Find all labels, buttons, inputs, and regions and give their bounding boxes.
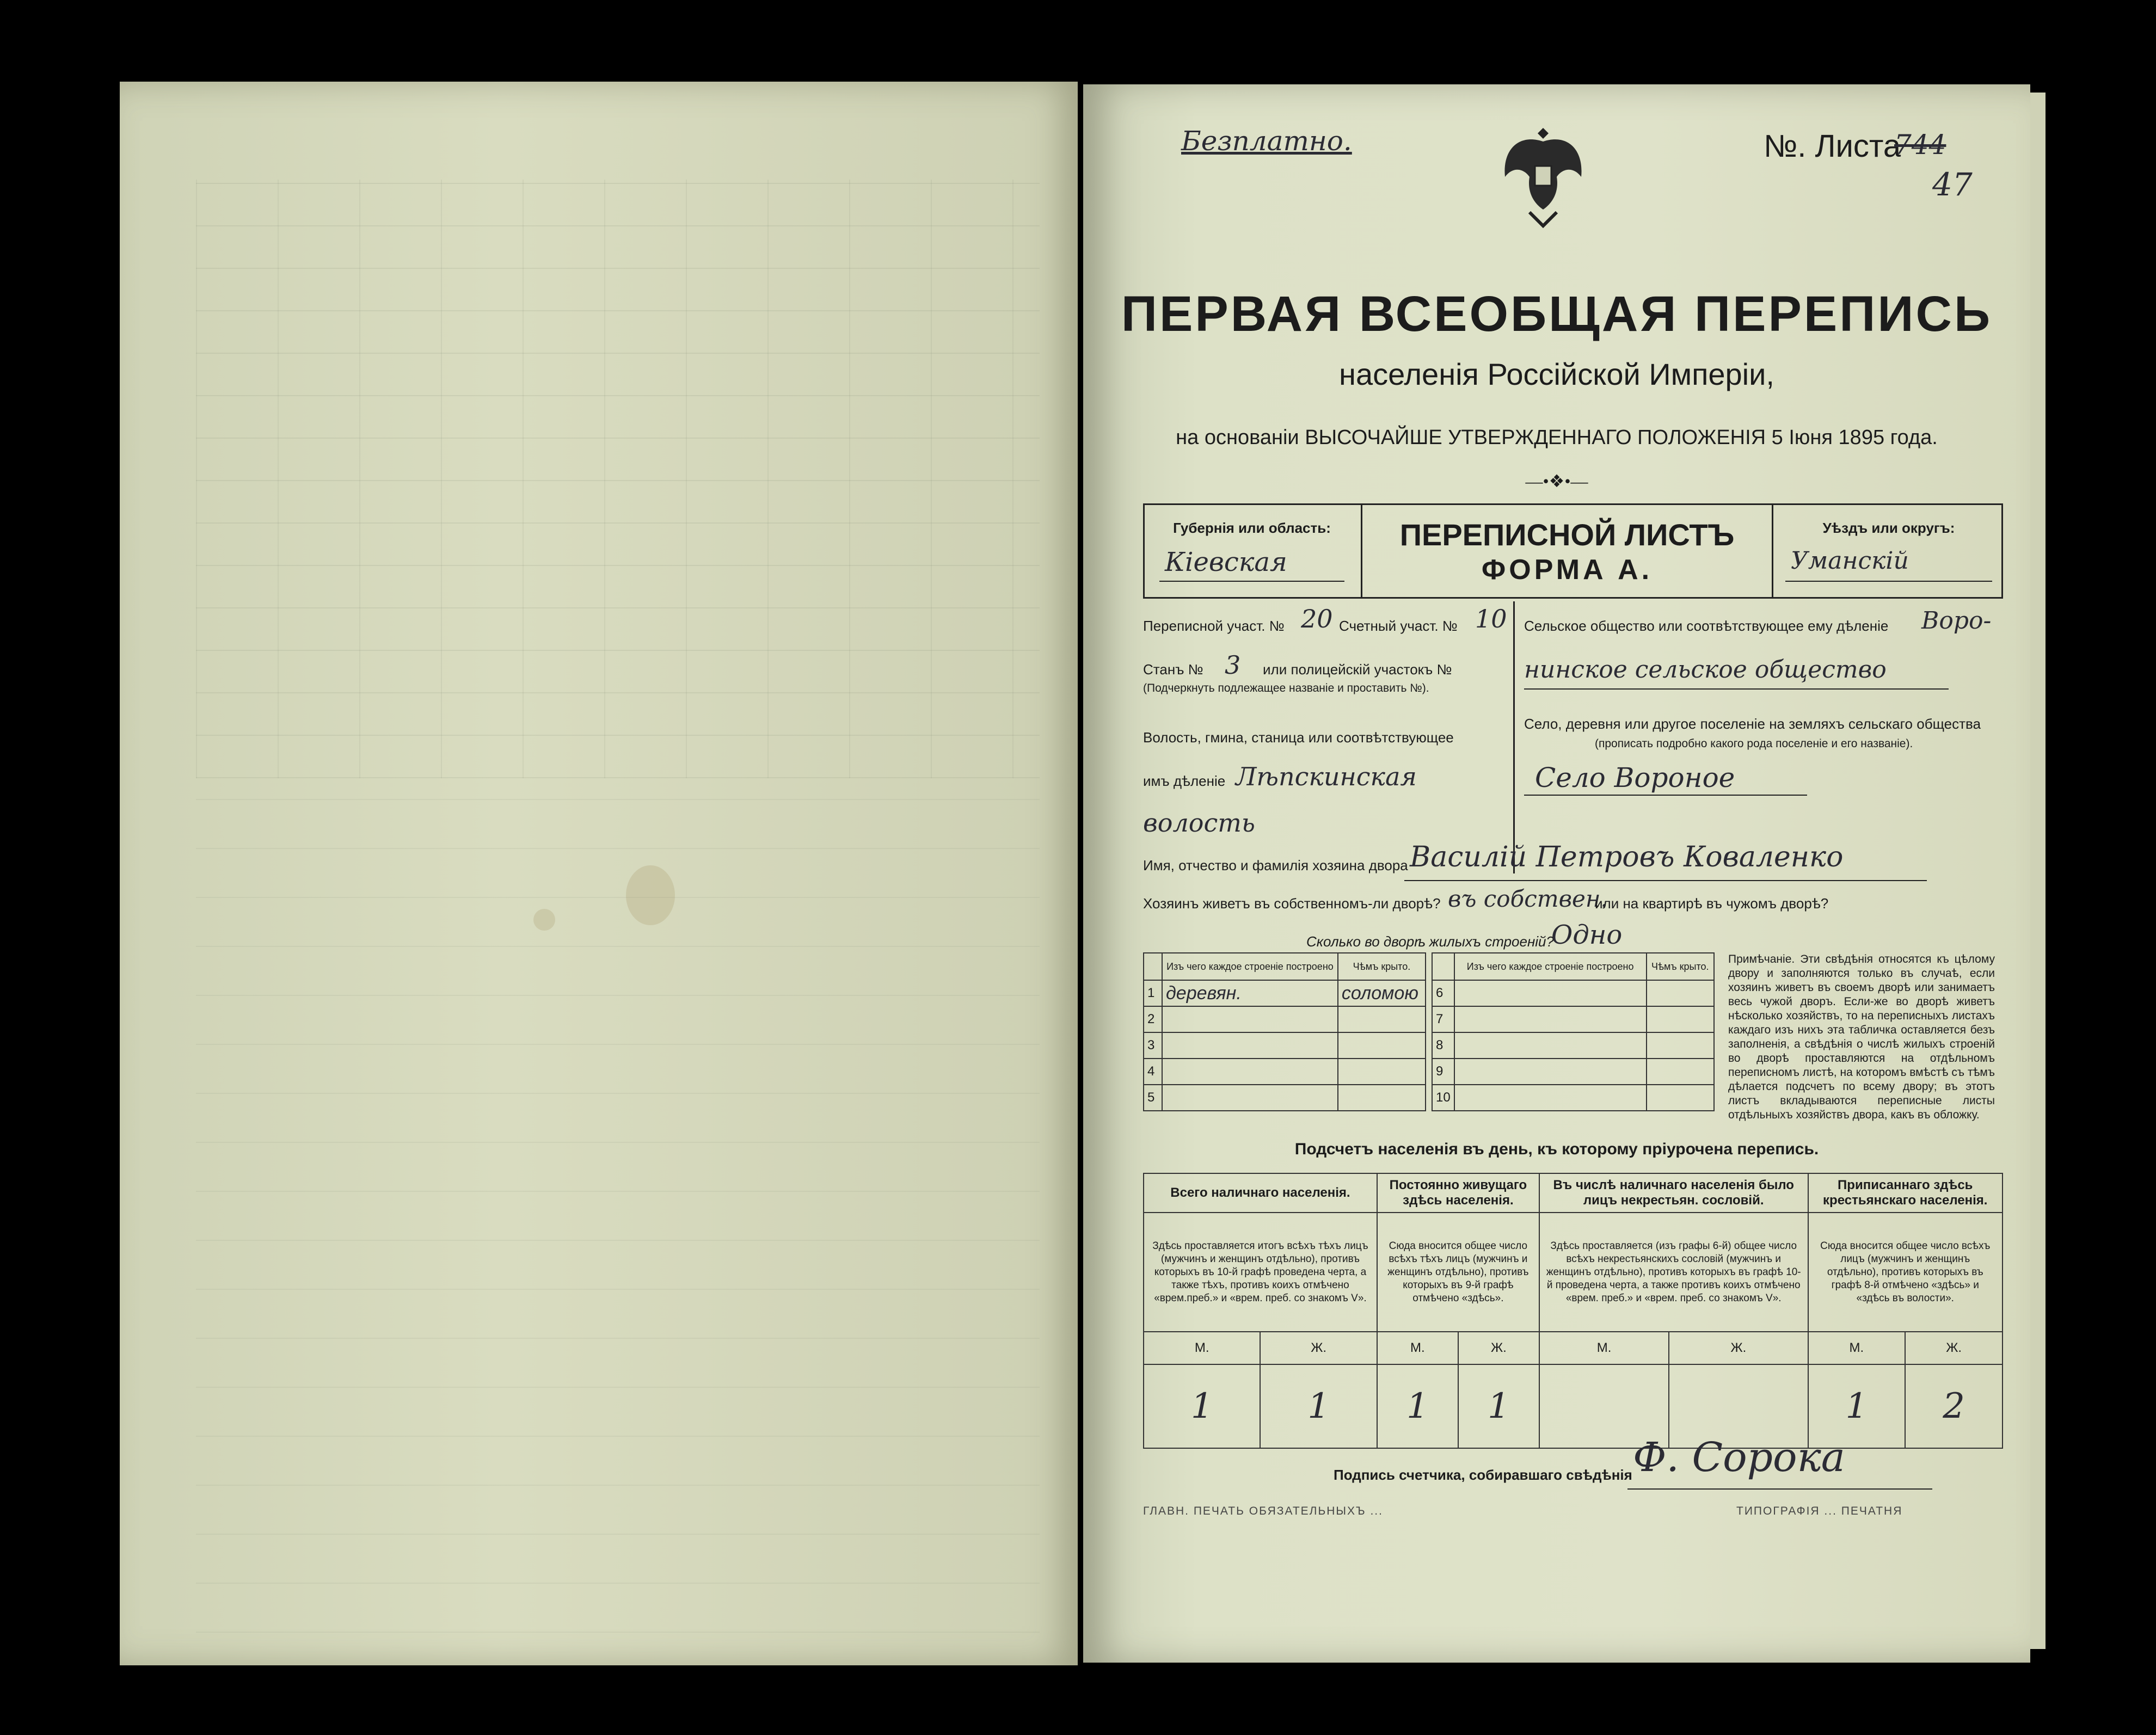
volost-label: Волость, гмина, станица или соотвѣтствующее <box>1143 729 1454 746</box>
imprint-right: ТИПОГРАФІЯ ... ПЕЧАТНЯ <box>1736 1505 1903 1517</box>
counter-signature: Ф. Сорока <box>1633 1434 1845 1481</box>
roof-cell: соломою <box>1338 980 1426 1006</box>
counting-district-value: 10 <box>1475 604 1507 633</box>
double-headed-eagle-emblem <box>1497 117 1589 231</box>
buildings-table-left <box>1143 952 1426 1111</box>
buildings-note: Примѣчаніе. Эти свѣдѣнія относятся къ цѣлому двору и заполняются только въ случаѣ, если хозяинъ живетъ въ своемъ дворѣ или занимаетъ весь чужой дворъ. Если-же во дворѣ живетъ нѣсколько хозяйствъ, то на переписныхъ листахъ каждаго изъ нихъ эта табличка оставляется безъ заполненія, а свѣдѣнія о числѣ жилыхъ строеній во дворѣ проставляются на отдѣльномъ переписномъ листѣ, на которомъ вмѣстѣ съ тѣмъ дѣлается подсчетъ по всему двору; въ этотъ листъ вкладываются переписные листы отдѣльныхъ хозяйствъ двора, какъ въ обложку. <box>1728 953 1995 1121</box>
uezd-value: Уманскій <box>1791 547 1909 575</box>
sheet-number-struck: 744 <box>1894 129 1946 161</box>
stan-label: Станъ № <box>1143 661 1203 678</box>
census-district-label: Переписной участ. № <box>1143 618 1285 634</box>
table-row: 10 <box>1432 1085 1714 1111</box>
imprint-left: ГЛАВН. ПЕЧАТЬ ОБЯЗАТЕЛЬНЫХЪ ... <box>1143 1505 1383 1517</box>
table-row: 3 <box>1144 1032 1426 1059</box>
census-district-value: 20 <box>1301 604 1333 633</box>
table-row: 1 деревян. соломою <box>1144 980 1426 1006</box>
field-line <box>1524 795 1807 796</box>
present-male: 1 <box>1144 1364 1260 1448</box>
form-subtitle: ФОРМА А. <box>1481 554 1653 586</box>
census-form-page <box>1083 84 2030 1663</box>
table-row: 4 <box>1144 1059 1426 1085</box>
permanent-female: 1 <box>1458 1364 1539 1448</box>
table-row: 2 <box>1144 1006 1426 1032</box>
col-roof: Чѣмъ крыто. <box>1338 953 1426 980</box>
col-material: Изъ чего каждое строеніе построено <box>1162 953 1338 980</box>
signature-label: Подпись счетчика, собиравшаго свѣдѣнія <box>1334 1467 1632 1483</box>
volost-label2: имъ дѣленіе <box>1143 773 1226 789</box>
society-value: Воро- <box>1921 607 1992 635</box>
police-label: или полицейскій участокъ № <box>1263 661 1452 678</box>
police-note: (Подчеркнуть подлежащее названіе и проставить №). <box>1143 682 1429 694</box>
field-line <box>1785 581 1992 582</box>
bleed-through-lines <box>196 789 1040 1633</box>
col-non-peasant-population: Въ числѣ наличнаго населенія было лицъ некрестьян. сословій. <box>1539 1173 1808 1213</box>
form-title: ПЕРЕПИСНОЙ ЛИСТЪ <box>1399 518 1735 552</box>
gubernia-value: Кіевская <box>1165 547 1287 577</box>
lives-label: Хозяинъ живетъ въ собственномъ-ли дворѣ? <box>1143 895 1441 912</box>
population-heading: Подсчетъ населенія въ день, къ которому пріурочена перепись. <box>1294 1140 1819 1158</box>
population-table: Всего наличнаго населенія. Постоянно живущаго здѣсь населенія. Въ числѣ наличнаго населенія было лицъ некрестьян. сословій. Приписаннаго здѣсь крестьянскаго населенія. Здѣсь проставляется итогъ всѣхъ тѣхъ лицъ (мужчинъ и женщинъ отдѣльно), противъ которыхъ въ 10-й графѣ проведена черта, а также тѣхъ, противъ коихъ отмѣчено «врем.преб.» и «врем. преб. со знакомъ V». Сюда вносится общее число всѣхъ тѣхъ лицъ (мужчинъ и женщинъ отдѣльно), противъ которыхъ въ 9-й графѣ отмѣчено «здѣсь». Здѣсь проставляется (изъ графы 6-й) общее число всѣхъ некрестьянскихъ сословій (мужчинъ и женщинъ отдѣльно), противъ которыхъ въ графѣ 10-й проведена черта, а также противъ коихъ отмѣчено «врем. преб.» и «врем. преб. со знакомъ V». Сюда вносится общее число всѣхъ лицъ (мужчинъ и женщинъ отдѣльно), противъ которыхъ въ графѣ 8-й отмѣчено «здѣсь» и «здѣсь въ волости». М. Ж. М. Ж. М. Ж. М. Ж. 1 1 1 1 1 2 <box>1143 1173 2003 1449</box>
left-page <box>120 82 1078 1665</box>
present-female: 1 <box>1260 1364 1377 1448</box>
col-registered-peasant-population: Приписаннаго здѣсь крестьянскаго населенія. <box>1808 1173 2003 1213</box>
buildings-label: Сколько во дворѣ жилыхъ строеній? <box>1306 933 1554 950</box>
owner-value: Василій Петровъ Коваленко <box>1410 841 1844 873</box>
uezd-label: Уѣздъ или округъ: <box>1822 520 1955 536</box>
paper-stain <box>626 865 675 925</box>
table-row: 6 <box>1432 980 1714 1006</box>
divider <box>1772 503 1773 599</box>
village-note: (прописать подробно какого рода поселеніе и его названіе). <box>1595 737 1913 750</box>
buildings-value: Одно <box>1551 920 1623 950</box>
volost-value: Лѣпскинская <box>1236 762 1417 791</box>
census-title: ПЕРВАЯ ВСЕОБЩАЯ ПЕРЕПИСЬ <box>1121 286 1993 342</box>
material-cell: деревян. <box>1162 980 1338 1006</box>
village-label: Село, деревня или другое поселеніе на земляхъ сельскаго общества <box>1524 716 1981 732</box>
lives-value: въ собствен. <box>1448 885 1608 912</box>
ornament: —•❖•— <box>1525 471 1588 491</box>
page-edges <box>2030 93 2046 1649</box>
counting-district-label: Счетный участ. № <box>1339 618 1458 634</box>
gubernia-label: Губернія или область: <box>1173 520 1331 536</box>
village-value: Село Вороное <box>1535 762 1735 793</box>
field-line <box>1404 880 1927 881</box>
buildings-table-right: Изъ чего каждое строеніе построено Чѣмъ крыто. 6 7 8 9 10 <box>1432 952 1715 1111</box>
table-row: 8 <box>1432 1032 1714 1059</box>
field-line <box>1524 688 1949 690</box>
volost-value2: волость <box>1143 808 1255 838</box>
sheet-number-label: №. Листа <box>1764 128 1901 164</box>
field-line <box>1159 581 1344 582</box>
bleed-through-grid <box>196 180 1040 778</box>
peasant-female: 2 <box>1905 1364 2003 1448</box>
table-row: 9 <box>1432 1059 1714 1085</box>
stan-value: 3 <box>1225 650 1241 680</box>
paper-stain <box>533 909 555 931</box>
census-decree: на основаніи ВЫСОЧАЙШЕ УТВЕРЖДЕННАГО ПОЛОЖЕНІЯ 5 Іюня 1895 года. <box>1176 426 1938 449</box>
free-label: Безплатно. <box>1181 125 1352 157</box>
society-label: Сельское общество или соотвѣтствующее ему дѣленіе <box>1524 618 1889 634</box>
table-row <box>1144 1364 2003 1448</box>
peasant-male: 1 <box>1808 1364 1906 1448</box>
society-value2: нинское сельское общество <box>1524 656 1887 684</box>
divider <box>1513 601 1515 873</box>
col-present-population: Всего наличнаго населенія. <box>1144 1173 1377 1213</box>
table-row: 7 <box>1432 1006 1714 1032</box>
sheet-number-handwritten: 47 <box>1932 166 1973 203</box>
field-line <box>1627 1488 1932 1490</box>
owner-label: Имя, отчество и фамилія хозяина двора <box>1143 857 1408 873</box>
lives-label2: или на квартирѣ въ чужомъ дворѣ? <box>1595 895 1829 912</box>
census-subtitle: населенія Россійской Имперіи, <box>1339 357 1774 391</box>
col-permanent-population: Постоянно живущаго здѣсь населенія. <box>1377 1173 1539 1213</box>
table-row: 5 <box>1144 1085 1426 1111</box>
permanent-male: 1 <box>1377 1364 1458 1448</box>
